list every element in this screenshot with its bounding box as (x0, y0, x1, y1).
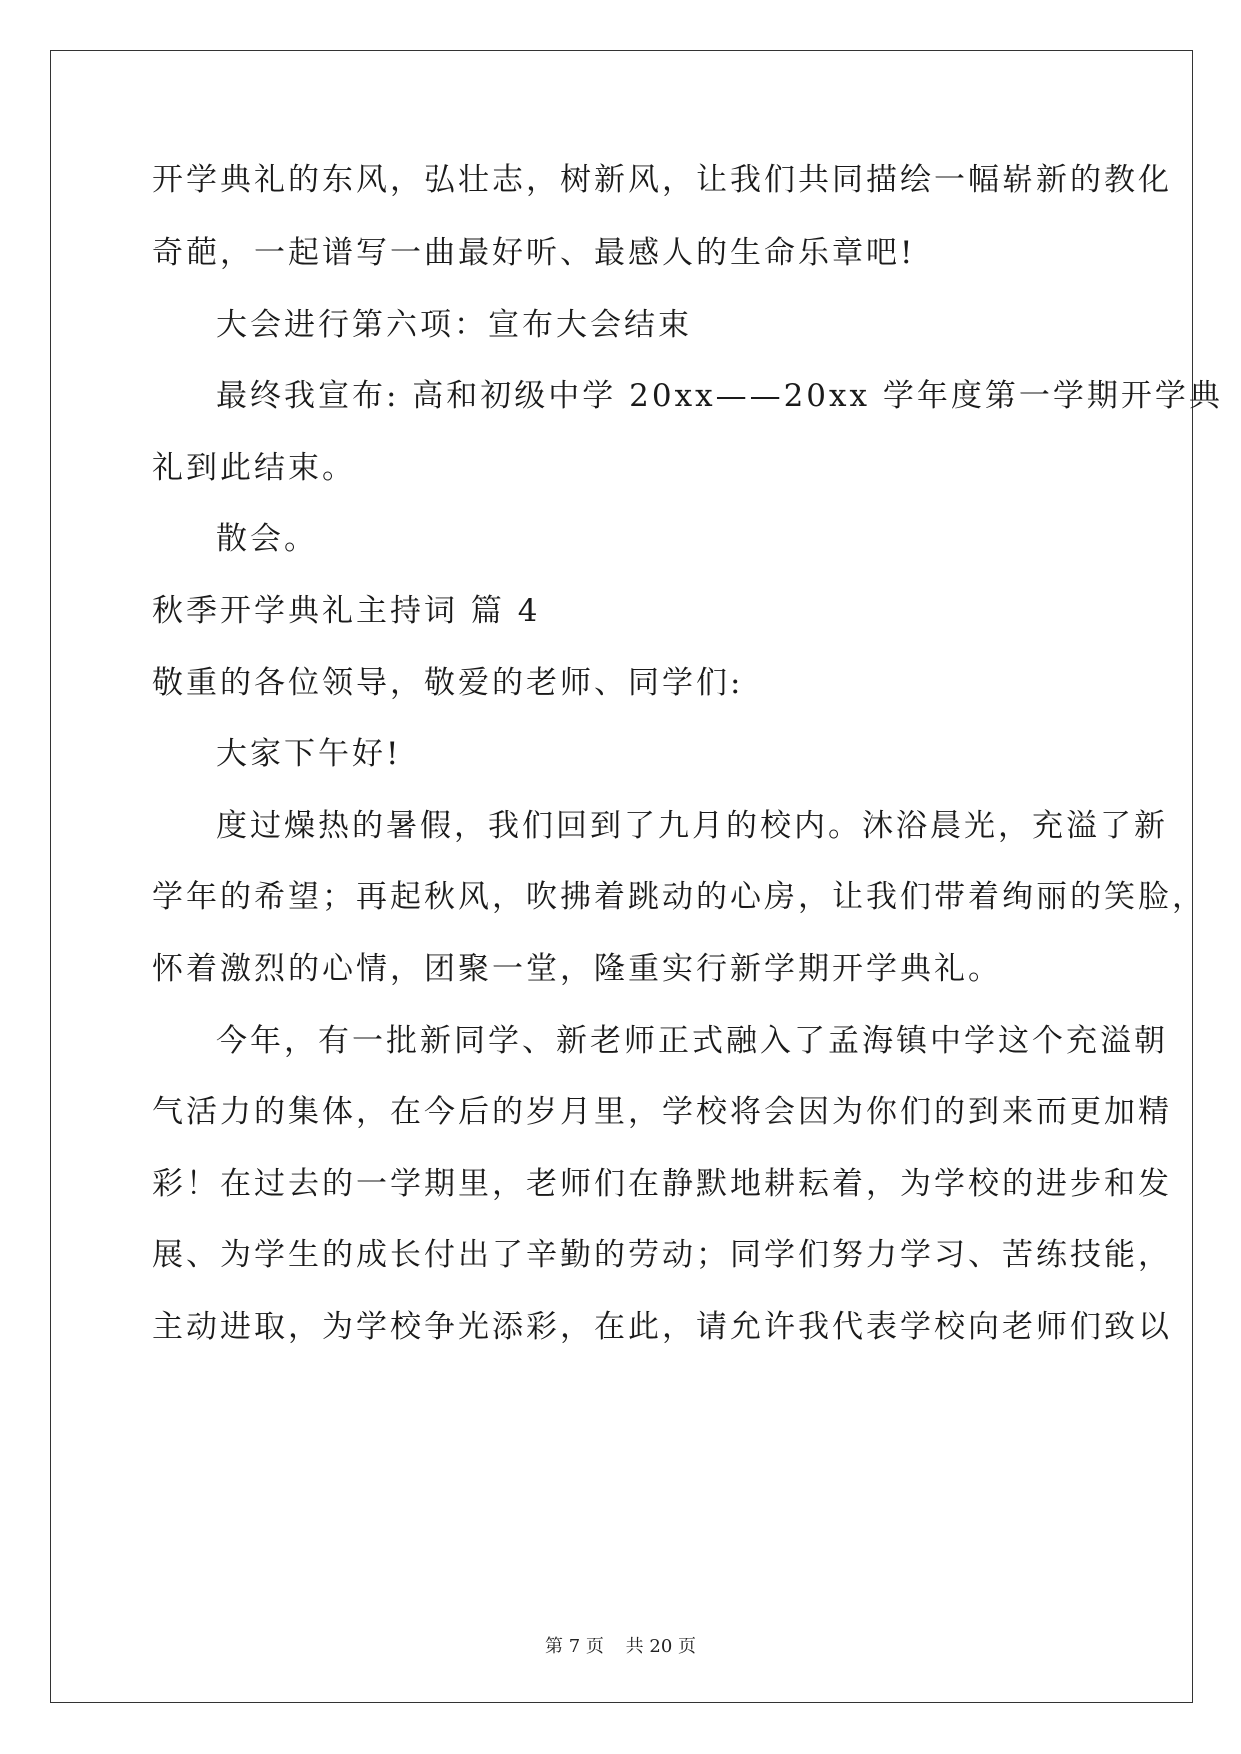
page-total: 共 20 页 (625, 1636, 696, 1657)
text-line: 最终我宣布: 高和初级中学 20xx——20xx 学年度第一学期开学典 (216, 378, 1223, 414)
page-footer (0, 1632, 1241, 1658)
text-line: 今年，有一批新同学、新老师正式融入了孟海镇中学这个充溢朝 (216, 1023, 1168, 1059)
text-line: 散会。 (216, 521, 318, 557)
text-line: 大会进行第六项：宣布大会结束 (216, 307, 692, 343)
text-line: 开学典礼的东风，弘壮志，树新风，让我们共同描绘一幅崭新的教化 (152, 162, 1172, 198)
text-line: 奇葩，一起谱写一曲最好听、最感人的生命乐章吧! (152, 235, 916, 271)
text-line: 礼到此结束。 (152, 450, 356, 486)
text-line: 展、为学生的成长付出了辛勤的劳动；同学们努力学习、苦练技能， (152, 1237, 1172, 1273)
text-line: 主动进取，为学校争光添彩，在此，请允许我代表学校向老师们致以 (152, 1309, 1172, 1345)
text-line: 大家下午好! (216, 736, 402, 772)
text-line: 怀着激烈的心情，团聚一堂，隆重实行新学期开学典礼。 (152, 951, 1002, 987)
text-line: 度过燥热的暑假，我们回到了九月的校内。沐浴晨光，充溢了新 (216, 808, 1168, 844)
text-line: 敬重的各位领导，敬爱的老师、同学们: (152, 665, 744, 701)
page-number: 第 7 页 (545, 1636, 604, 1657)
text-line: 学年的希望；再起秋风，吹拂着跳动的心房，让我们带着绚丽的笑脸， (152, 879, 1206, 915)
text-line: 彩！在过去的一学期里，老师们在静默地耕耘着，为学校的进步和发 (152, 1166, 1172, 1202)
text-line: 气活力的集体，在今后的岁月里，学校将会因为你们的到来而更加精 (152, 1094, 1172, 1130)
section-heading: 秋季开学典礼主持词 篇 4 (152, 593, 541, 629)
